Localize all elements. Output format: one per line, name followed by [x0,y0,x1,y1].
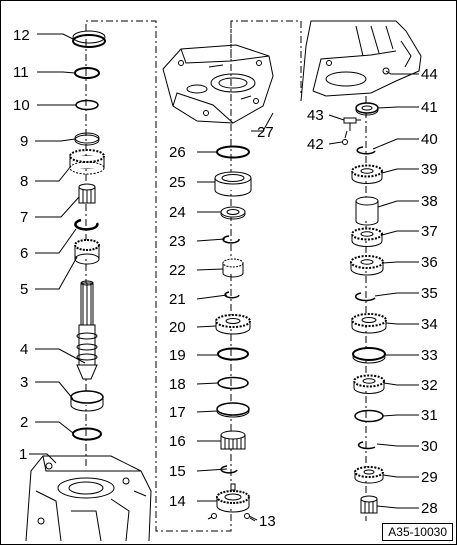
part-label-3: 3 [20,374,29,391]
part-33-ring [353,348,385,363]
part-label-33: 33 [421,347,438,364]
part-label-8: 8 [20,173,29,190]
part-label-34: 34 [421,316,438,333]
part-label-1: 1 [19,446,28,463]
part-label-16: 16 [169,433,186,450]
part-label-9: 9 [20,133,29,150]
part-4-input-shaft [77,281,97,379]
part-label-19: 19 [169,347,186,364]
part-11-circlip [75,68,99,78]
part-34-gear [352,314,386,333]
part-label-29: 29 [421,469,438,486]
part-28-needle-bearing [361,496,377,513]
part-5-bearing [75,240,99,264]
part-label-30: 30 [421,438,438,455]
part-31-ring [355,411,383,422]
part-14-bearing [217,491,249,512]
part-label-2: 2 [20,414,29,431]
part-label-40: 40 [421,131,438,148]
part-21-circlip [225,292,239,298]
part-29-gear [355,467,383,483]
part-label-6: 6 [20,245,29,262]
part-label-38: 38 [421,193,438,210]
part-label-23: 23 [169,233,186,250]
part-12-ring [73,31,105,47]
part-32-gear [354,376,384,394]
part-label-22: 22 [169,262,186,279]
part-label-15: 15 [169,463,186,480]
part-label-18: 18 [169,376,186,393]
part-3-bearing-race [71,391,103,411]
part-label-12: 12 [13,27,30,44]
part-label-42: 42 [307,136,324,153]
part-20-gear [216,315,250,334]
part-label-4: 4 [20,341,29,358]
part-label-7: 7 [20,209,29,226]
part-label-11: 11 [13,64,29,81]
part-24-washer [221,207,245,219]
part-38-sleeve [356,197,378,225]
part-label-43: 43 [307,107,324,124]
part-2-shim [73,429,101,440]
part-label-25: 25 [169,174,186,191]
part-42-bolt [343,131,348,145]
figure-reference-code: A35-10030 [382,523,453,541]
part-label-27: 27 [257,124,274,141]
part-label-24: 24 [169,204,186,221]
part-label-5: 5 [20,281,29,298]
part-27-transmission-cover [163,45,273,123]
diagram-canvas [1,1,456,544]
part-17-ring [217,403,249,417]
part-label-31: 31 [421,407,438,424]
part-label-17: 17 [169,404,186,421]
part-19-ring [218,349,248,360]
part-36-gear [351,256,383,275]
part-label-37: 37 [421,223,438,240]
part-label-39: 39 [421,161,438,178]
part-label-36: 36 [421,254,438,271]
part-9-shim [75,133,99,145]
part-16-synchro-assembly [221,431,245,449]
part-1-gearbox-housing [26,456,151,541]
part-26-race [217,147,249,158]
part-label-44: 44 [421,66,438,83]
part-39-gear [352,166,382,184]
part-43-sensor [344,118,361,131]
part-41-race [356,103,378,115]
part-35-circlip [356,293,375,301]
part-label-41: 41 [421,99,438,116]
part-label-21: 21 [169,291,186,308]
part-10-circlip [76,101,98,110]
part-25-bearing-sleeve [215,172,251,196]
part-18-ring [218,378,248,389]
part-label-20: 20 [169,319,186,336]
part-22-bearing [223,259,243,277]
part-8-gear [70,150,104,174]
part-label-32: 32 [421,377,438,394]
part-label-14: 14 [169,493,186,510]
part-label-10: 10 [13,97,30,114]
part-30-circlip [359,442,375,449]
part-label-35: 35 [421,285,438,302]
part-label-28: 28 [421,500,438,517]
part-label-26: 26 [169,144,186,161]
part-44-housing [301,21,421,101]
part-label-13: 13 [259,513,276,530]
part-7-needle-bearing [79,184,95,203]
part-37-gear [352,229,382,247]
